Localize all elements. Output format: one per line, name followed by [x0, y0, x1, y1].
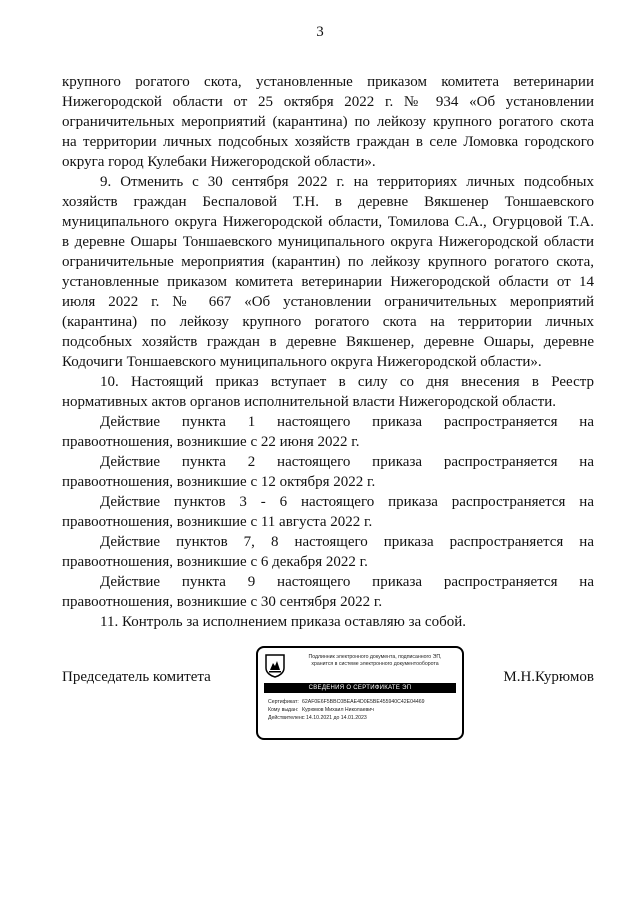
text-line: 10. Настоящий приказ вступает в силу со дня внесения в Реестр	[100, 374, 594, 390]
text-line: 11. Контроль за исполнением приказа оставляю за собой.	[100, 614, 466, 630]
text-line: Кодочиги Тоншаевского муниципального округа Нижегородской области».	[62, 354, 542, 370]
text-line: Действие пункта 1 настоящего приказа распространяется на	[100, 414, 594, 430]
text-line: 9. Отменить с 30 сентября 2022 г. на территориях личных подсобных	[100, 174, 594, 190]
signatory-position: Председатель комитета	[62, 669, 211, 685]
e-signature-stamp	[256, 646, 464, 740]
text-line: в деревне Ошары Тоншаевского муниципального округа Нижегородской области	[62, 234, 594, 250]
text-line: Нижегородской области от 25 октября 2022 г. № 934 «Об установлении	[62, 94, 594, 110]
text-line: (карантина) по лейкозу крупного рогатого скота на территории личных	[62, 314, 594, 330]
text-line: июля 2022 г. № 667 «Об установлении ограничительных мероприятий	[62, 294, 594, 310]
text-line: Действие пунктов 3 - 6 настоящего приказа распространяется на	[100, 494, 594, 510]
stamp-issued-to: Кому выдан: Курюмов Михаил Николаевич	[268, 707, 374, 713]
text-line: ограничительные мероприятия (карантин) по лейкозу крупного рогатого скота,	[62, 254, 594, 270]
text-line: ограничительных мероприятий (карантина) по лейкозу крупного рогатого скота	[62, 114, 594, 130]
text-line: муниципального округа Нижегородской области, Томилова С.А., Огурцовой Т.А.	[62, 214, 594, 230]
stamp-title: СВЕДЕНИЯ О СЕРТИФИКАТЕ ЭП	[264, 683, 456, 693]
text-line: крупного рогатого скота, установленные приказом комитета ветеринарии	[62, 74, 594, 90]
text-line: установленные приказом комитета ветеринарии Нижегородской области от 14	[62, 274, 594, 290]
text-line: подсобных хозяйств граждан в деревне Вякшенер, деревне Ошары, деревне	[62, 334, 594, 350]
text-line: Действие пункта 2 настоящего приказа распространяется на	[100, 454, 594, 470]
text-line: правоотношения, возникшие с 12 октября 2022 г.	[62, 474, 376, 490]
text-line: правоотношения, возникшие с 6 декабря 2022 г.	[62, 554, 368, 570]
text-line: Действие пунктов 7, 8 настоящего приказа распространяется на	[100, 534, 594, 550]
text-line: округа город Кулебаки Нижегородской области».	[62, 154, 376, 170]
text-line: на территории личных подсобных хозяйств граждан в селе Ломовка городского	[62, 134, 594, 150]
stamp-header: Подлинник электронного документа, подписанного ЭП, хранится в системе электронного документооборота	[308, 654, 442, 667]
stamp-validity: Действителен:с 14.10.2021 до 14.01.2023	[268, 715, 367, 721]
text-line: Действие пункта 9 настоящего приказа распространяется на	[100, 574, 594, 590]
page-number: 3	[316, 24, 324, 40]
text-line: правоотношения, возникшие с 22 июня 2022 г.	[62, 434, 360, 450]
coat-of-arms-icon	[265, 654, 285, 678]
text-line: правоотношения, возникшие с 11 августа 2022 г.	[62, 514, 373, 530]
text-line: нормативных актов органов исполнительной власти Нижегородской области.	[62, 394, 557, 410]
text-line: правоотношения, возникшие с 30 сентября 2022 г.	[62, 594, 383, 610]
text-line: хозяйств граждан Беспаловой Т.Н. в деревне Вякшенер Тоншаевского	[62, 194, 594, 210]
stamp-certificate: Сертификат: 62AF0E6F5BBC0BEAE4D0E5BE455940C42E04469	[268, 699, 425, 705]
signatory-name: М.Н.Курюмов	[503, 669, 594, 685]
